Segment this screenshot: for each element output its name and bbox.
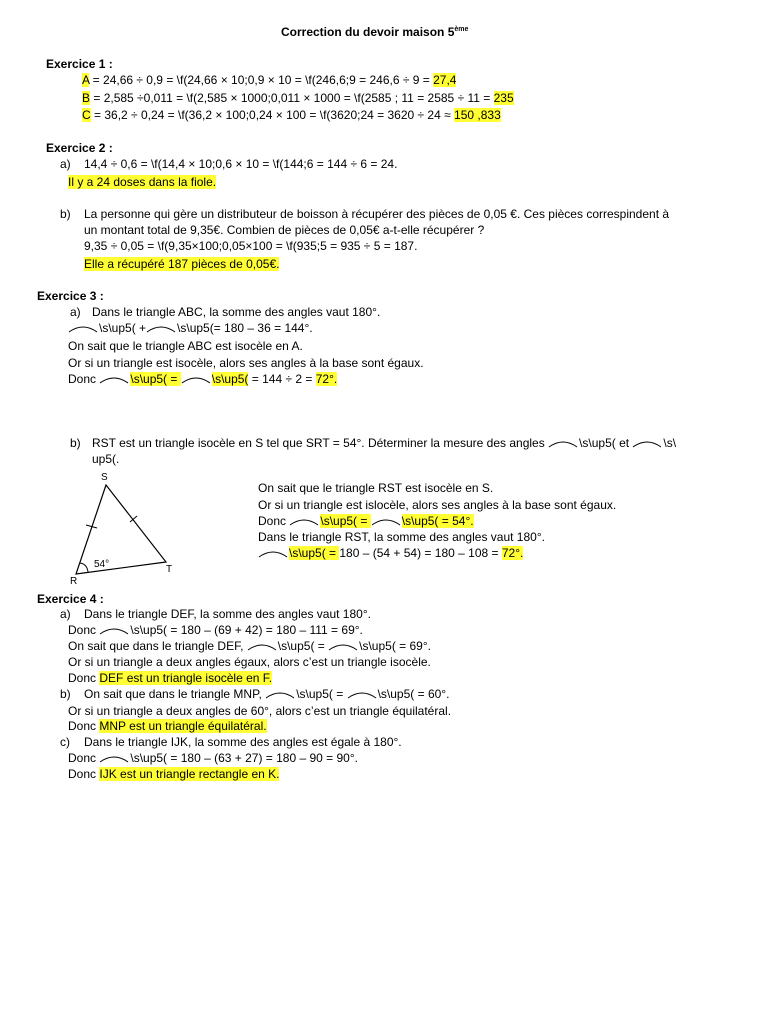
- ex4-a3: On sait que dans le triangle DEF, \s\up5( = \s\up5( = 69°.: [68, 639, 431, 653]
- angle-hat-icon: [548, 439, 578, 449]
- ex3-b-text1: RST est un triangle isocèle en S tel que SRT = 54°. Déterminer la mesure des angles \s\up5( et \s\: [92, 436, 677, 450]
- angle-hat-icon: [247, 642, 277, 652]
- ex1-line-a: A = 24,66 ÷ 0,9 = \f(24,66 × 10;0,9 × 10 = \f(246,6;9 = 246,6 ÷ 9 = 27,4: [82, 73, 457, 87]
- ex3-a-marker: a): [70, 305, 81, 319]
- ex3-a-line3: On sait que le triangle ABC est isocèle en A.: [68, 339, 303, 353]
- ex4-a5: Donc DEF est un triangle isocèle en F.: [68, 671, 273, 685]
- ex4-a-marker: a): [60, 607, 71, 621]
- vertex-label-s: S: [101, 472, 108, 483]
- triangle-rst-shape: [76, 485, 166, 574]
- ex4-b-marker: b): [60, 687, 71, 701]
- angle-hat-icon: [99, 626, 129, 636]
- ex2-heading: Exercice 2 :: [46, 141, 113, 155]
- ex4-b3: Donc MNP est un triangle équilatéral.: [68, 719, 267, 733]
- ex4-b1: On sait que dans le triangle MNP, \s\up5( = \s\up5( = 60°.: [84, 687, 450, 701]
- ex1-line-c: C = 36,2 ÷ 0,24 = \f(36,2 × 100;0,24 × 100 = \f(3620;24 = 3620 ÷ 24 ≈ 150 ,833: [82, 108, 501, 122]
- ex3-r3: Donc \s\up5( = \s\up5( = 54°.: [258, 514, 474, 528]
- ex3-a-line4: Or si un triangle est isocèle, alors ses angles à la base sont égaux.: [68, 356, 424, 370]
- ex4-c3: Donc IJK est un triangle rectangle en K.: [68, 767, 280, 781]
- ex2-b-text1: La personne qui gère un distributeur de boisson à récupérer des pièces de 0,05 €. Ces pièces correspindent à: [84, 207, 670, 221]
- ex3-heading: Exercice 3 :: [37, 289, 104, 303]
- angle-hat-icon: [99, 754, 129, 764]
- angle-hat-icon: [371, 517, 401, 527]
- ex2-b-answer: Elle a récupéré 187 pièces de 0,05€.: [84, 257, 280, 271]
- ex3-a-line5: Donc \s\up5( = \s\up5( = 144 ÷ 2 = 72°.: [68, 372, 338, 386]
- ex4-heading: Exercice 4 :: [37, 592, 104, 606]
- page-title: Correction du devoir maison 5ème: [281, 25, 469, 39]
- ex4-c2: Donc \s\up5( = 180 – (63 + 27) = 180 – 90 = 90°.: [68, 751, 358, 765]
- ex3-r2: Or si un triangle est islocèle, alors ses angles à la base sont égaux.: [258, 498, 617, 512]
- vertex-label-t: T: [166, 564, 173, 575]
- angle-label-54: 54°: [94, 559, 110, 570]
- ex3-a-line2: \s\up5( + \s\up5(= 180 – 36 = 144°.: [68, 321, 313, 336]
- angle-hat-icon: [181, 375, 211, 385]
- angle-hat-icon: [289, 517, 319, 527]
- angle-arc-r: [80, 563, 88, 572]
- angle-hat-icon: [68, 324, 98, 334]
- ex4-b2: Or si un triangle a deux angles de 60°, alors c’est un triangle équilatéral.: [68, 704, 452, 718]
- vertex-label-r: R: [70, 576, 78, 587]
- ex3-b-marker: b): [70, 436, 81, 450]
- ex3-r4: Dans le triangle RST, la somme des angles vaut 180°.: [258, 530, 545, 544]
- ex3-a-text: Dans le triangle ABC, la somme des angles vaut 180°.: [92, 305, 381, 319]
- angle-hat-icon: [146, 324, 176, 334]
- ex2-a-text: 14,4 ÷ 0,6 = \f(14,4 × 10;0,6 × 10 = \f(144;6 = 144 ÷ 6 = 24.: [84, 157, 398, 171]
- angle-hat-icon: [99, 375, 129, 385]
- ex3-b-text2: up5(.: [92, 452, 120, 466]
- ex4-a4: Or si un triangle a deux angles égaux, alors c’est un triangle isocèle.: [68, 655, 431, 669]
- ex3-r1: On sait que le triangle RST est isocèle en S.: [258, 481, 494, 495]
- angle-hat-icon: [328, 642, 358, 652]
- angle-hat-icon: [632, 439, 662, 449]
- ex2-b-text3: 9,35 ÷ 0,05 = \f(9,35×100;0,05×100 = \f(935;5 = 935 ÷ 5 = 187.: [84, 239, 418, 253]
- ex4-c-marker: c): [60, 735, 70, 749]
- ex4-a2: Donc \s\up5( = 180 – (69 + 42) = 180 – 111 = 69°.: [68, 623, 363, 637]
- ex4-c-text: Dans le triangle IJK, la somme des angles est égale à 180°.: [84, 735, 402, 749]
- ex2-b-marker: b): [60, 207, 71, 221]
- ex2-a-answer: Il y a 24 doses dans la fiole.: [68, 175, 217, 189]
- ex3-r5: \s\up5( = 180 – (54 + 54) = 180 – 108 = 72°.: [258, 546, 523, 561]
- ex2-b-text2: un montant total de 9,35€. Combien de pièces de 0,05€ a-t-elle récupérer ?: [84, 223, 485, 237]
- angle-hat-icon: [265, 690, 295, 700]
- triangle-rst-figure: [66, 470, 186, 588]
- ex1-line-b: B = 2,585 ÷0,011 = \f(2,585 × 1000;0,011 × 1000 = \f(2585 ; 11 = 2585 ÷ 11 = 235: [82, 91, 514, 105]
- angle-hat-icon: [347, 690, 377, 700]
- angle-hat-icon: [258, 549, 288, 559]
- ex2-a-marker: a): [60, 157, 71, 171]
- ex1-heading: Exercice 1 :: [46, 57, 113, 71]
- ex4-a-text: Dans le triangle DEF, la somme des angles vaut 180°.: [84, 607, 371, 621]
